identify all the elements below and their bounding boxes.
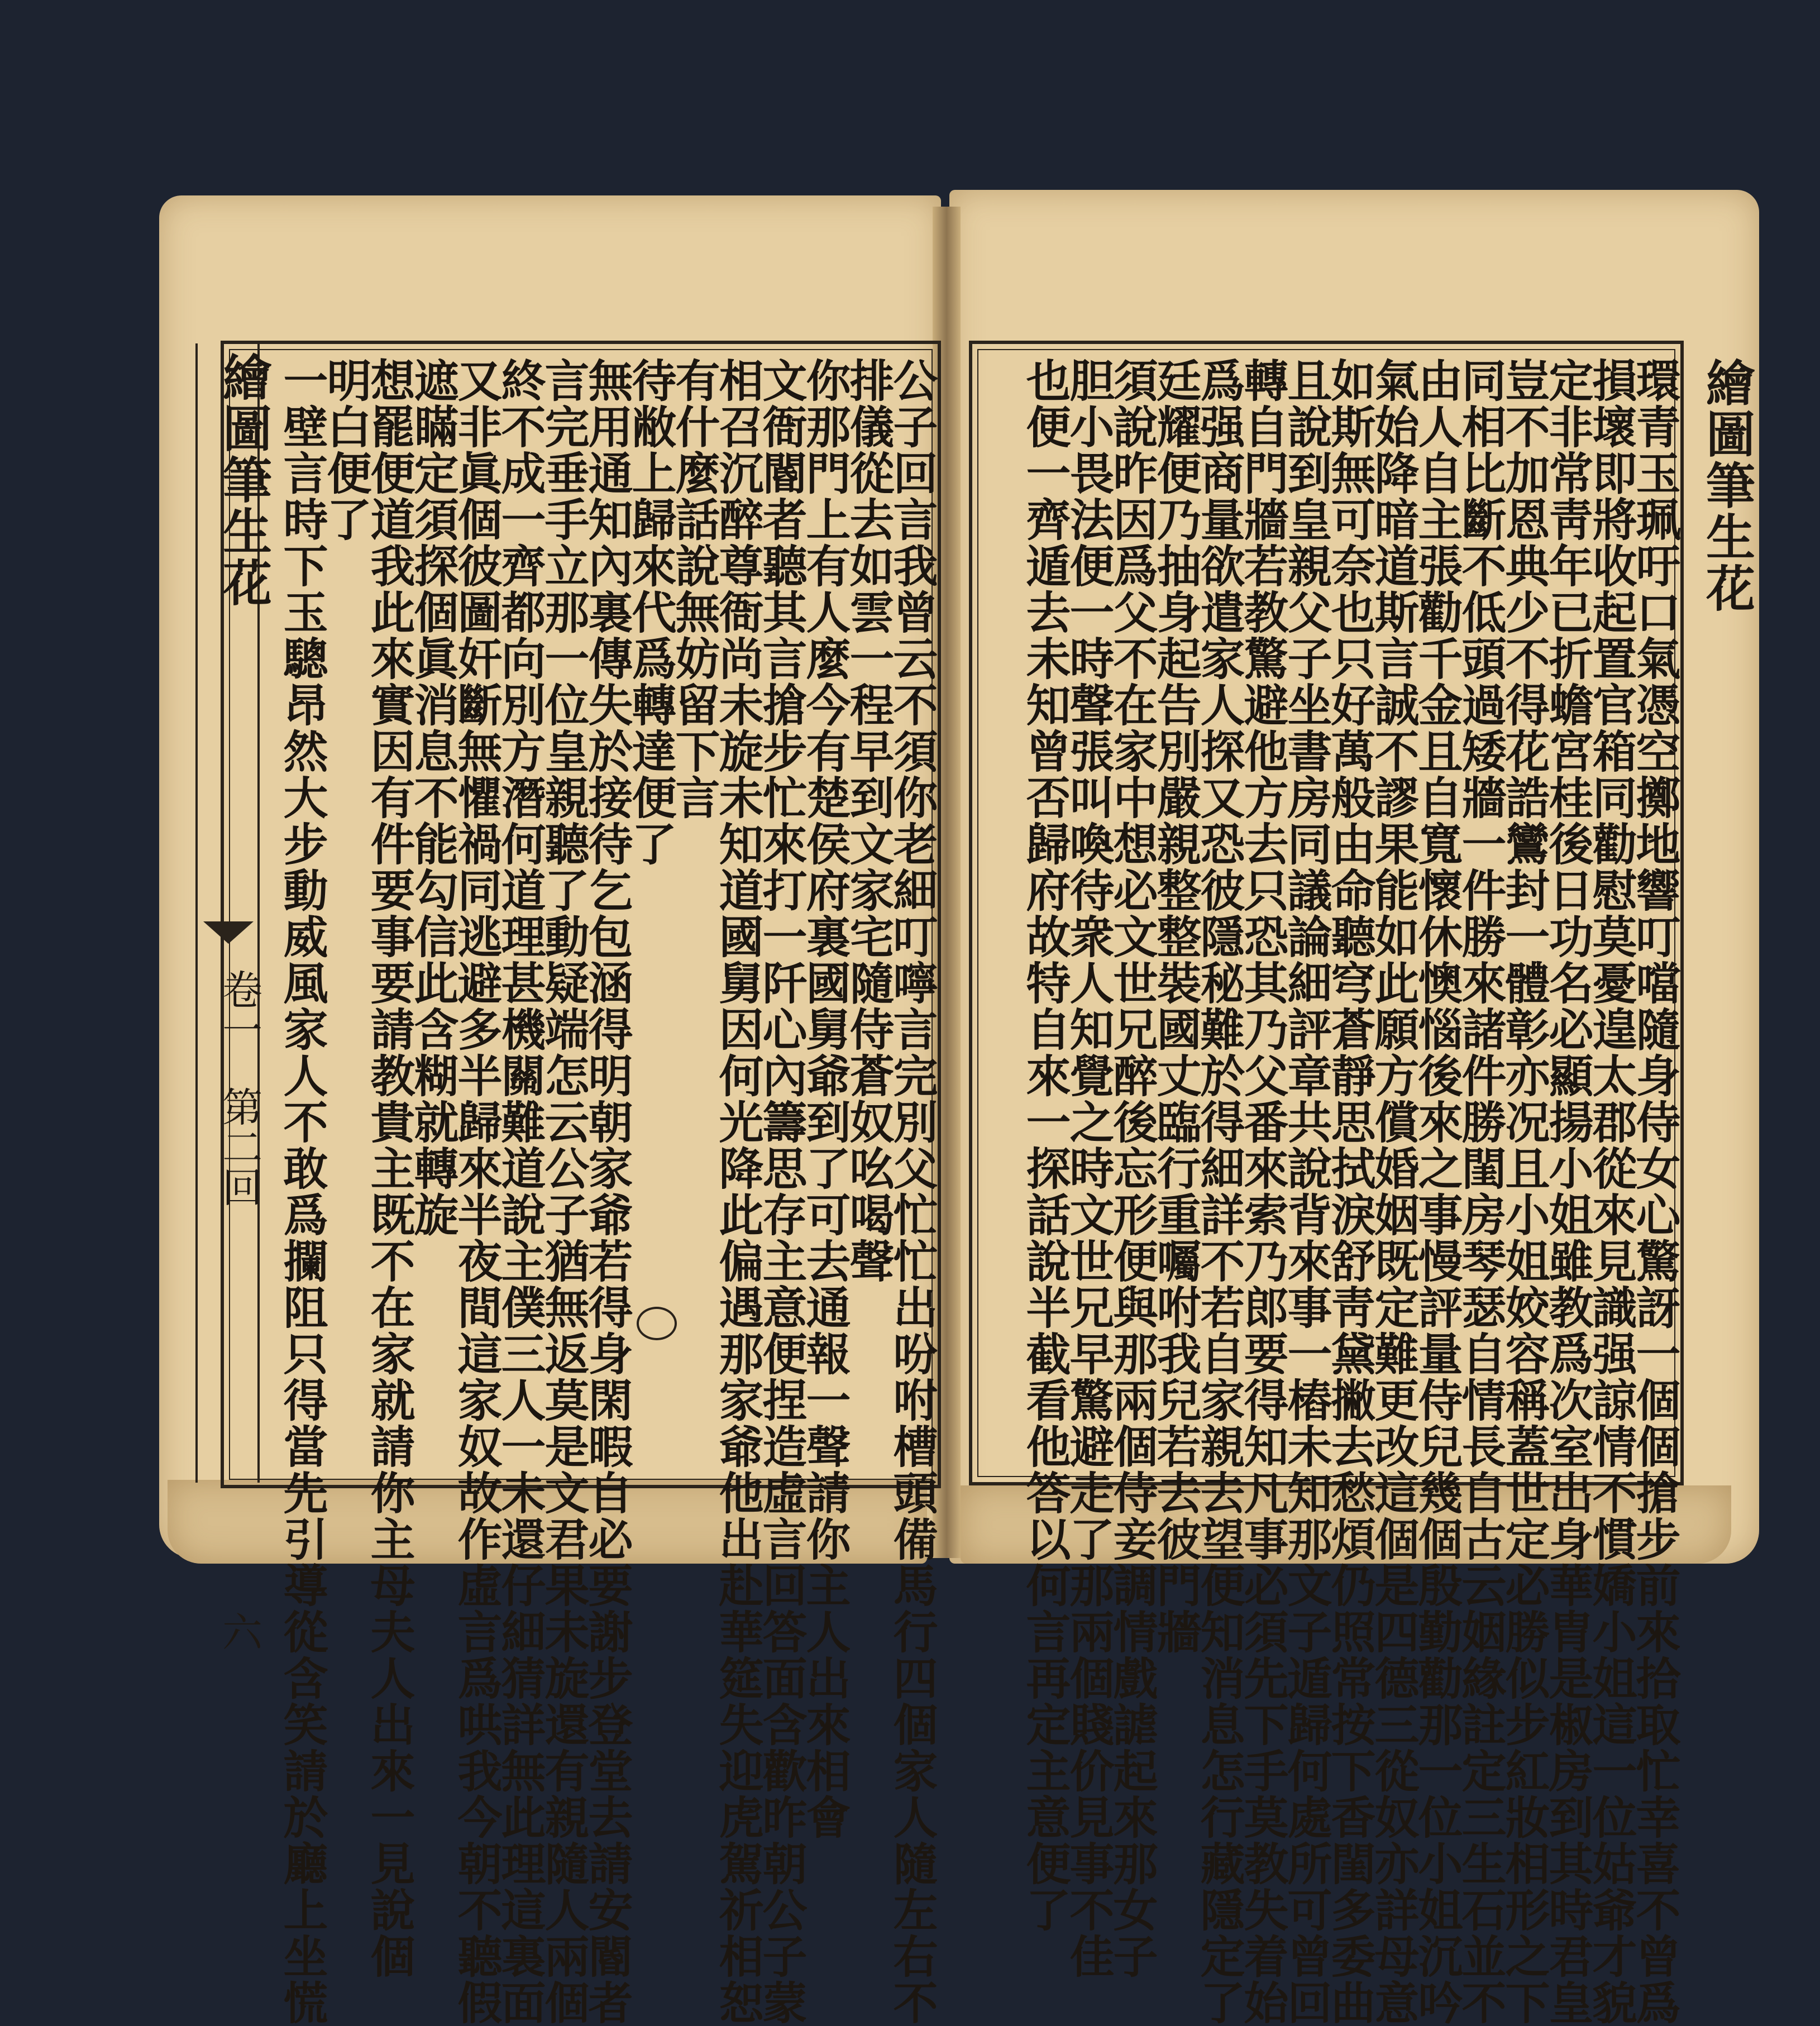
left-text-column: 無用通知內裏傳失於接待乞包涵得明朝家爺若得身閑暇自必要謝步登堂去請安閽者 (581, 357, 633, 2026)
right-text-column: 胆小畏法便一時聲張叫喚待衆人知覺之時文世兄早驚避走了那兩個賤价見事不佳 (1062, 357, 1115, 1980)
chapter-label: 第二回 (216, 1086, 262, 1207)
left-banxin (195, 343, 273, 1651)
right-text-column: 如斯無可奈也只好萬般由命聽穹蒼靜思拭淚舒靑黛撇去愁煩仍照常按下香閨多委曲 (1324, 357, 1376, 2026)
left-text-column: 終不成一齊都向別方潛何道理甚機關難道說主僕三人一未還仔細猜詳無此理這裏面 (494, 357, 546, 2026)
left-text-column: 又非眞個彼圖奸斷無懼禍同逃避多半歸來半夜間這家奴故作虛言爲哄我今朝不聽假 (450, 357, 503, 2026)
right-text-column: 且說到皇親父子坐書房同議論細評章共說背來事一樁未知那文子遁歸何處所可曾回 (1280, 357, 1332, 2026)
left-text-column: 待敝上歸來代爲轉達便了 (624, 357, 677, 867)
left-text-column: 排儀從去如雲一程早到文家宅隨侍蒼奴吆喝聲 (842, 357, 895, 1284)
left-text-column: 言完垂手立那一位皇親聽了動疑端怎云公子猶無返莫是文君果未旋還有親隨人兩個 (537, 357, 590, 2026)
left-text-column: 文衙閽者聽其言搶步忙來打一阡心內籌思存主意便捏造虛言回答面含歡昨朝公子蒙 (755, 357, 808, 2026)
fish-tail-ornament (203, 921, 254, 944)
left-text-column: 公子回言我曾云不須你老細叮嚀言完別父忙忙出吩咐槽頭備馬行四個家人隨左右不 (886, 357, 938, 2026)
right-book-title: 繪圖筆生花 (1698, 357, 1756, 614)
right-text-column: 也便一齊遁去未知曾否歸府故特自來一探話說半截看他答以何言再定主意便了 (1019, 357, 1071, 1933)
left-text-column: 一壁言時下玉驄昂然大步動威風家人不敢爲攔阻只得當先引導從含笑請於廳上坐慌 (276, 357, 328, 2026)
right-text-column: 豈不加恩典少不得花誥鸞封一體彰亦况且小姐姣容稱蓋世定必勝似步紅妝相形之下 (1498, 357, 1550, 2026)
ink-seal-mark (637, 1307, 677, 1340)
left-text-column: 有什麼話說無妨留下言 (668, 357, 720, 821)
left-text-column: 想罷便道我此來實因有件要事要請教貴主既不在家就請你主母夫人出來一見說個 (363, 357, 415, 1980)
right-text-column: 轉自門牆若教驚避他方去只恐其乃父番來索乃郎要得知凡事必須先下手莫教失着始 (1236, 357, 1289, 2026)
book-title: 繪圖筆生花 (215, 352, 273, 609)
page-number: 六 (216, 1611, 262, 1651)
right-text-column: 須說昨因爲父不在家中想必文世兄醉後忘形便與那兩個侍妾調情戲謔起來那女子 (1106, 357, 1158, 1980)
right-text-column: 環青玉珮吁口氣憑空擲地響叮噹隨身侍女心驚訝一個個搶步前來拾取忙幸喜不曾爲 (1628, 357, 1681, 2026)
left-text-column: 遮瞞定須探個眞消息不能勾信此含糊就轉旋 (407, 357, 459, 1238)
right-text-column: 氣始降暗道斯言誠不謬果能如此願方償婚姻既定難更改這個是四德三從奴亦詳母意 (1367, 357, 1420, 2026)
volume-label: 卷一 (216, 969, 262, 1049)
left-text-column: 你那門上有人麼今有楚侯府裏國舅爺到了可去通報一聲請你主人出來相會 (799, 357, 851, 1841)
right-text-column: 同相比斷不低頭過矮牆一件勝來諸件勝閨房琴瑟自情長自古云姻緣註定三生石並不 (1454, 357, 1507, 2026)
right-text-column: 定非常靑年已折蟾宮桂後日功名必顯揚小姐雖教爲次室出身華胄是椒房到其時君皇 (1541, 357, 1594, 2026)
left-text-column: 明白便了 (319, 357, 372, 543)
left-text-column: 相召沉醉尊衙尚未旋未知道國舅因何光降此偏遇那家爺他出赴華筵失迎虎駕祈相恕 (711, 357, 764, 2026)
right-text-column: 損壞即將收起置官箱同勸慰莫憂遑太郡從來見識强諒情不慣嬌小姐這一位姑爺才貌 (1585, 357, 1637, 2026)
right-text-column: 廷耀便乃抽身起告別嚴親整整裝國丈臨行重囑咐我兒若去彼門牆 (1149, 357, 1202, 1655)
right-text-column: 由人自主張勸千金且自寬懷休懊惱後來之事慢評量侍兒幾個殷勤勸那一位小姐沉吟 (1411, 357, 1463, 2026)
right-text-column: 爲强商量欲遣家人探又恐彼隱秘難於得細詳不若自家親去望便知消息怎行藏隱定了 (1193, 357, 1245, 2026)
